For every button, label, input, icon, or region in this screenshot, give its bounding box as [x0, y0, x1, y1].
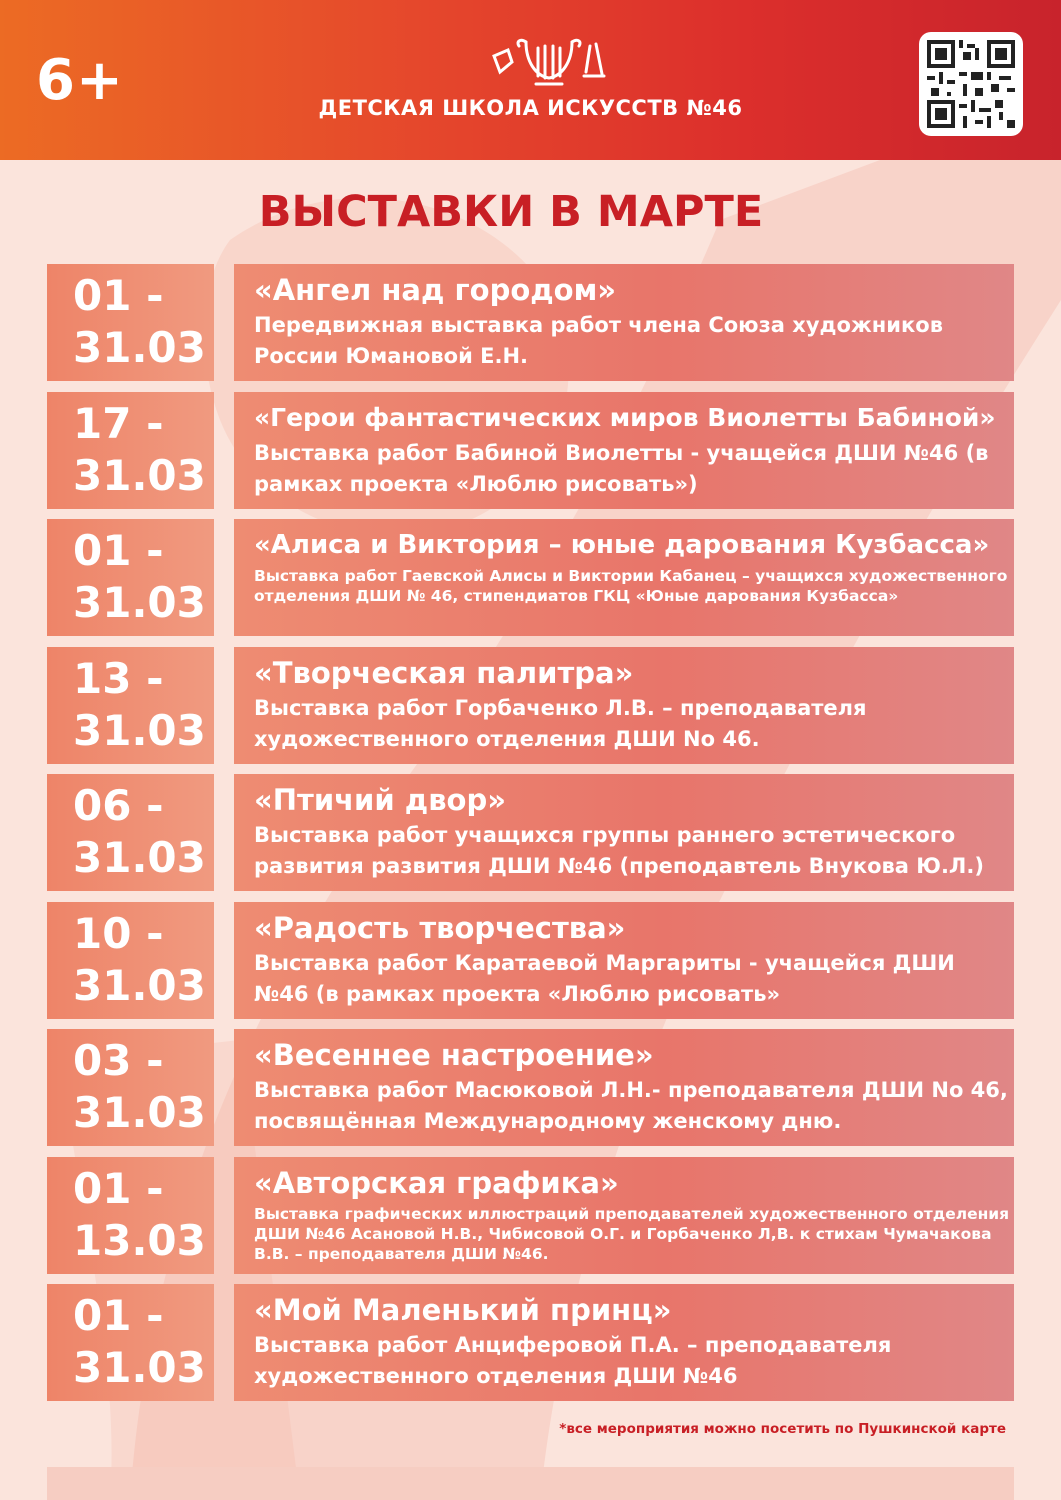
info-box: [234, 647, 1014, 764]
info-box: [234, 1157, 1014, 1274]
exhibition-row: [47, 264, 1014, 381]
exhibition-row: [47, 1157, 1014, 1274]
info-box: [234, 1284, 1014, 1401]
exhibition-title: «Весеннее настроение»: [254, 1038, 654, 1072]
date-end: 13.03: [73, 1215, 206, 1265]
exhibition-description: Выставка работ учащихся группы раннего эстетического развития развития ДШИ №46 (преподавтель Внукова Ю.Л.): [254, 823, 984, 878]
date-start: 01 -: [73, 526, 164, 575]
exhibition-title: «Ангел над городом»: [254, 273, 617, 307]
date-box: [47, 1029, 214, 1146]
date-start: 03 -: [73, 1036, 164, 1085]
exhibition-title: «Герои фантастических миров Виолетты Бабиной»: [254, 402, 996, 432]
date-end: 31.03: [73, 833, 206, 882]
date-box: [47, 264, 214, 381]
date-end: 31.03: [73, 1088, 206, 1137]
info-box: [234, 902, 1014, 1019]
date-box: [47, 902, 214, 1019]
page-title: ВЫСТАВКИ В МАРТЕ: [258, 187, 764, 237]
date-start: 01 -: [73, 1291, 164, 1340]
info-box: [234, 519, 1014, 636]
bottom-bar: [47, 1467, 1014, 1500]
exhibition-description: Выставка работ Масюковой Л.Н.- преподавателя ДШИ No 46, посвящённая Международному женскому дню.: [254, 1078, 1008, 1133]
date-start: 13 -: [73, 653, 164, 703]
exhibition-row: [47, 647, 1014, 764]
date-end: 31.03: [73, 450, 206, 500]
date-box: [47, 774, 214, 891]
exhibition-description: Передвижная выставка работ члена Союза художников России Юмановой Е.Н.: [254, 313, 943, 368]
date-end: 31.03: [73, 960, 206, 1010]
date-start: 06 -: [73, 781, 164, 830]
exhibition-row: [47, 1284, 1014, 1401]
date-end: 31.03: [73, 1343, 206, 1392]
date-end: 31.03: [73, 705, 206, 755]
date-start: 01 -: [73, 1163, 164, 1213]
exhibition-row: [47, 774, 1014, 891]
exhibition-row: [47, 1029, 1014, 1146]
lyre-arts-logo-icon: [486, 32, 612, 96]
date-box: [47, 392, 214, 509]
date-start: 10 -: [73, 908, 164, 958]
exhibition-title: «Авторская графика»: [254, 1165, 619, 1200]
info-box: [234, 264, 1014, 381]
footnote: *все мероприятия можно посетить по Пушкинской карте: [559, 1421, 1006, 1437]
info-box: [234, 1029, 1014, 1146]
exhibition-description: Выставка работ Анциферовой П.А. – преподавателя художественного отделения ДШИ №46: [254, 1333, 892, 1388]
header-banner: [0, 0, 1061, 160]
date-start: 01 -: [73, 271, 164, 320]
age-rating: 6+: [36, 48, 124, 113]
date-start: 17 -: [73, 398, 164, 448]
date-box: [47, 1284, 214, 1401]
date-box: [47, 1157, 214, 1274]
exhibition-description: Выставка работ Бабиной Виолетты - учащейся ДШИ №46 (в рамках проекта «Люблю рисовать»): [254, 440, 989, 496]
qr-code-icon[interactable]: [919, 32, 1023, 136]
exhibition-title: «Творческая палитра»: [254, 655, 634, 690]
exhibition-title: «Мой Маленький принц»: [254, 1293, 672, 1327]
date-box: [47, 647, 214, 764]
exhibition-title: «Радость творчества»: [254, 910, 626, 945]
info-box: [234, 392, 1014, 509]
date-box: [47, 519, 214, 636]
exhibition-title: «Птичий двор»: [254, 783, 506, 817]
exhibition-row: [47, 902, 1014, 1019]
date-end: 31.03: [73, 578, 206, 627]
exhibition-title: «Алиса и Виктория – юные дарования Кузбасса»: [254, 530, 990, 560]
info-box: [234, 774, 1014, 891]
date-end: 31.03: [73, 323, 206, 372]
school-name: ДЕТСКАЯ ШКОЛА ИСКУССТВ №46: [318, 96, 743, 120]
exhibition-description: Выставка работ Горбаченко Л.В. – преподавателя художественного отделения ДШИ No 46.: [254, 695, 867, 751]
exhibition-description: Выставка работ Каратаевой Маргариты - учащейся ДШИ №46 (в рамках проекта «Люблю рисовать»: [254, 950, 955, 1006]
exhibition-row: [47, 519, 1014, 636]
exhibition-description: Выставка графических иллюстраций преподавателей художественного отделения ДШИ №46 Асановой Н.В., Чибисовой О.Г. и Горбаченко Л,В. к стихам Чумачакова В.В. – преподавателя ДШИ №46.: [254, 1204, 1010, 1263]
exhibition-description: Выставка работ Гаевской Алисы и Виктории Кабанец – учащихся художественного отделения ДШИ № 46, стипендиатов ГКЦ «Юные дарования Кузбасса»: [254, 567, 1008, 605]
exhibition-row: [47, 392, 1014, 509]
